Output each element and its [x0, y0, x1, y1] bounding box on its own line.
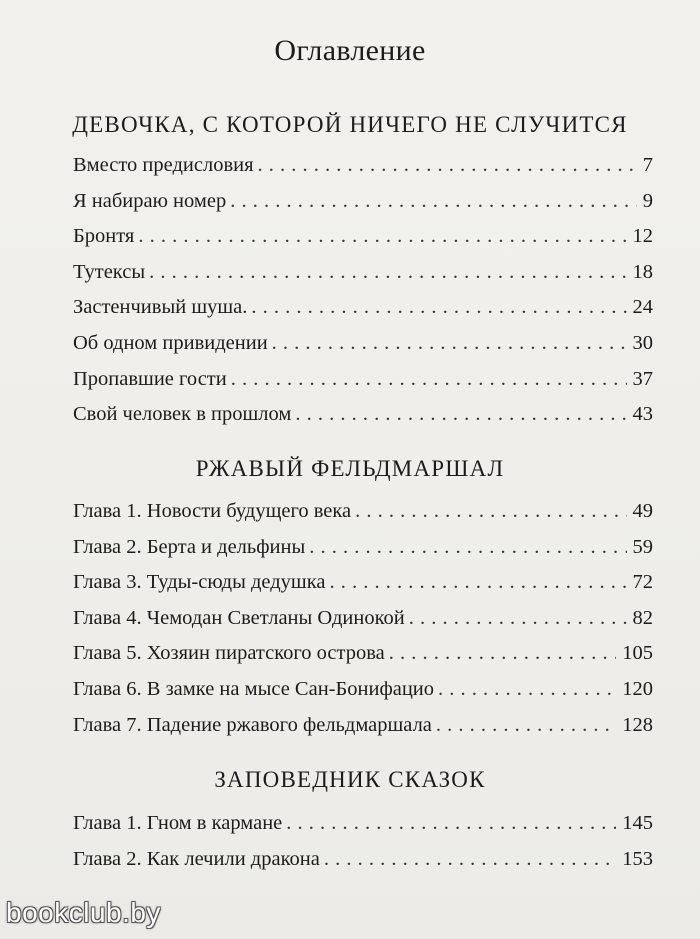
toc-entry[interactable]: [73, 190, 653, 226]
entry-label: Глава 1. Новости будущего века: [73, 500, 352, 522]
entry-label: Пропавшие гости: [73, 367, 227, 390]
dot-leader: [258, 154, 637, 177]
toc-entry[interactable]: [73, 154, 653, 190]
entry-label: Глава 3. Туды-сюды дедушка: [73, 571, 326, 594]
entry-label: Вместо предисловия: [73, 154, 254, 176]
section-3-entries: [73, 812, 653, 883]
entry-page: 82: [632, 606, 653, 629]
dot-leader: [324, 848, 616, 871]
toc-entry[interactable]: [73, 296, 653, 332]
dot-leader: [438, 678, 616, 701]
toc-entry[interactable]: [73, 678, 653, 714]
entry-page: 7: [642, 154, 653, 176]
entry-page: 37: [632, 367, 653, 390]
watermark: bookclub.by: [6, 897, 161, 928]
dot-leader: [230, 190, 637, 213]
toc-entry[interactable]: [73, 403, 653, 439]
toc-entry[interactable]: [73, 571, 653, 607]
dot-leader: [389, 642, 617, 665]
dot-leader: [295, 403, 626, 426]
dot-leader: [436, 714, 616, 737]
entry-label: Я набираю номер: [73, 189, 227, 212]
dot-leader: [272, 332, 627, 355]
entry-label: Застенчивый шуша.: [73, 296, 248, 319]
section-title-1: ДЕВОЧКА, С КОТОРОЙ НИЧЕГО НЕ СЛУЧИТСЯ: [72, 112, 628, 137]
dot-leader: [138, 225, 626, 248]
entry-page: 24: [632, 296, 653, 319]
toc-entry[interactable]: [73, 714, 653, 750]
dot-leader: [231, 368, 627, 391]
entry-page: 9: [642, 189, 653, 212]
entry-page: 120: [622, 677, 653, 700]
section-1-entries: [73, 154, 653, 439]
entry-label: Бронтя: [73, 225, 135, 248]
toc-entry[interactable]: [73, 332, 653, 368]
page-title: Оглавление: [274, 34, 426, 67]
toc-entry[interactable]: [73, 368, 653, 404]
dot-leader: [251, 296, 626, 319]
entry-page: 12: [632, 225, 653, 248]
toc-entry[interactable]: [73, 500, 653, 536]
toc-entry[interactable]: [73, 642, 653, 678]
dot-leader: [149, 261, 626, 284]
toc-entry[interactable]: [73, 536, 653, 572]
entry-label: Глава 2. Берта и дельфины: [73, 535, 306, 558]
dot-leader: [286, 812, 616, 835]
entry-label: Об одном привидении: [73, 331, 268, 354]
dot-leader: [355, 500, 626, 523]
entry-page: 128: [622, 713, 653, 736]
toc-entry[interactable]: [73, 225, 653, 261]
toc-entry[interactable]: [73, 607, 653, 643]
dot-leader: [329, 571, 626, 594]
toc-entry[interactable]: [73, 812, 653, 848]
entry-page: 72: [632, 571, 653, 594]
entry-page: 59: [632, 535, 653, 558]
entry-label: Глава 4. Чемодан Светланы Одинокой: [73, 606, 405, 629]
entry-page: 18: [632, 260, 653, 283]
dot-leader: [309, 536, 626, 559]
section-title-2: РЖАВЫЙ ФЕЛЬДМАРШАЛ: [195, 456, 505, 481]
entry-label: Свой человек в прошлом: [73, 403, 292, 426]
entry-label: Глава 2. Как лечили дракона: [73, 847, 320, 870]
entry-label: Тутексы: [73, 260, 146, 283]
entry-page: 30: [632, 331, 653, 354]
toc-entry[interactable]: [73, 848, 653, 884]
entry-page: 49: [632, 500, 653, 522]
entry-label: Глава 5. Хозяин пиратского острова: [73, 642, 385, 665]
entry-label: Глава 7. Падение ржавого фельдмаршала: [73, 713, 432, 736]
entry-label: Глава 6. В замке на мысе Сан-Бонифацио: [73, 677, 435, 700]
entry-page: 153: [622, 847, 653, 870]
entry-label: Глава 1. Гном в кармане: [73, 812, 283, 834]
section-title-3: ЗАПОВЕДНИК СКАЗОК: [214, 767, 486, 792]
section-2-entries: [73, 500, 653, 749]
entry-page: 105: [622, 642, 653, 665]
toc-entry[interactable]: [73, 261, 653, 297]
entry-page: 43: [632, 403, 653, 426]
dot-leader: [409, 607, 627, 630]
entry-page: 145: [622, 812, 653, 834]
